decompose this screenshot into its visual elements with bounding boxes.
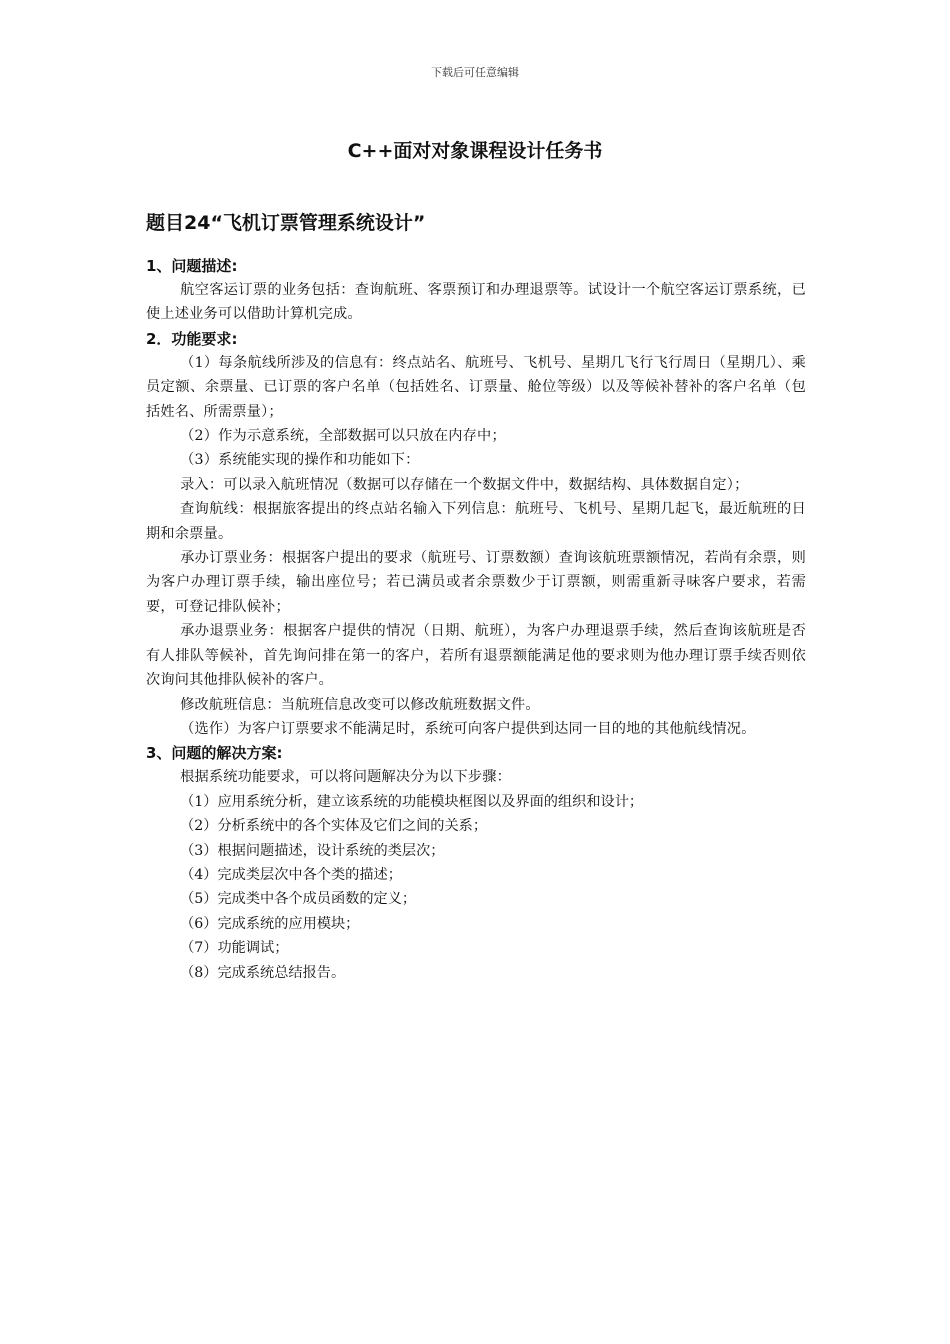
step-item: （2）分析系统中的各个实体及它们之间的关系； xyxy=(180,818,488,835)
step-item: （5）完成类中各个成员函数的定义； xyxy=(180,891,417,908)
paragraph: 航空客运订票的业务包括：查询航班、客票预订和办理退票等。试设计一个航空客运订票系统，已使上述业务可以借助计算机完成。 xyxy=(146,282,806,323)
paragraph: （2）作为示意系统，全部数据可以只放在内存中； xyxy=(180,428,506,445)
section-functional-requirements xyxy=(146,327,806,742)
section-problem-description xyxy=(146,254,806,327)
section-solution xyxy=(146,741,806,985)
section-heading: 2．功能要求: xyxy=(146,329,238,348)
paragraph: 修改航班信息：当航班信息改变可以修改航班数据文件。 xyxy=(180,696,540,713)
paragraph: 承办订票业务：根据客户提出的要求（航班号、订票数额）查询该航班票额情况，若尚有余票，则为客户办理订票手续，输出座位号；若已满员或者余票数少于订票额，则需重新寻味客户要求，若需要，可登记排队候补； xyxy=(146,550,806,615)
topic-title: 题目24“飞机订票管理系统设计” xyxy=(146,212,426,234)
step-item: （8）完成系统总结报告。 xyxy=(180,964,346,981)
header-note: 下载后可任意编辑 xyxy=(431,66,519,79)
paragraph: （3）系统能实现的操作和功能如下： xyxy=(180,452,420,469)
step-item: （4）完成类层次中各个类的描述； xyxy=(180,866,402,883)
paragraph: （选作）为客户订票要求不能满足时，系统可向客户提供到达同一目的地的其他航线情况。 xyxy=(180,720,756,737)
paragraph: 录入：可以录入航班情况（数据可以存储在一个数据文件中，数据结构、具体数据自定）； xyxy=(180,476,749,493)
document-title: C++面对对象课程设计任务书 xyxy=(347,140,603,162)
section-heading: 3、问题的解决方案: xyxy=(146,744,283,763)
step-item: （7）功能调试； xyxy=(180,940,289,957)
paragraph: （1）每条航线所涉及的信息有：终点站名、航班号、飞机号、星期几飞行飞行周日（星期几）、乘员定额、余票量、已订票的客户名单（包括姓名、订票量、舱位等级）以及等候补替补的客户名单（包括姓名、所需票量）； xyxy=(146,354,806,420)
paragraph: 根据系统功能要求，可以将问题解决分为以下步骤： xyxy=(180,769,511,786)
step-item: （1）应用系统分析，建立该系统的功能模块框图以及界面的组织和设计； xyxy=(180,793,644,810)
paragraph: 查询航线：根据旅客提出的终点站名输入下列信息：航班号、飞机号、星期几起飞，最近航班的日期和余票量。 xyxy=(146,501,806,542)
document-body xyxy=(146,206,806,985)
step-item: （6）完成系统的应用模块； xyxy=(180,915,360,932)
section-heading: 1、问题描述: xyxy=(146,257,238,275)
paragraph: 承办退票业务：根据客户提供的情况（日期、航班），为客户办理退票手续，然后查询该航班是否有人排队等候补，首先询问排在第一的客户，若所有退票额能满足他的要求则为他办理订票手续否则依次询问其他排队候补的客户。 xyxy=(146,623,806,689)
step-item: （3）根据问题描述，设计系统的类层次； xyxy=(180,842,445,859)
